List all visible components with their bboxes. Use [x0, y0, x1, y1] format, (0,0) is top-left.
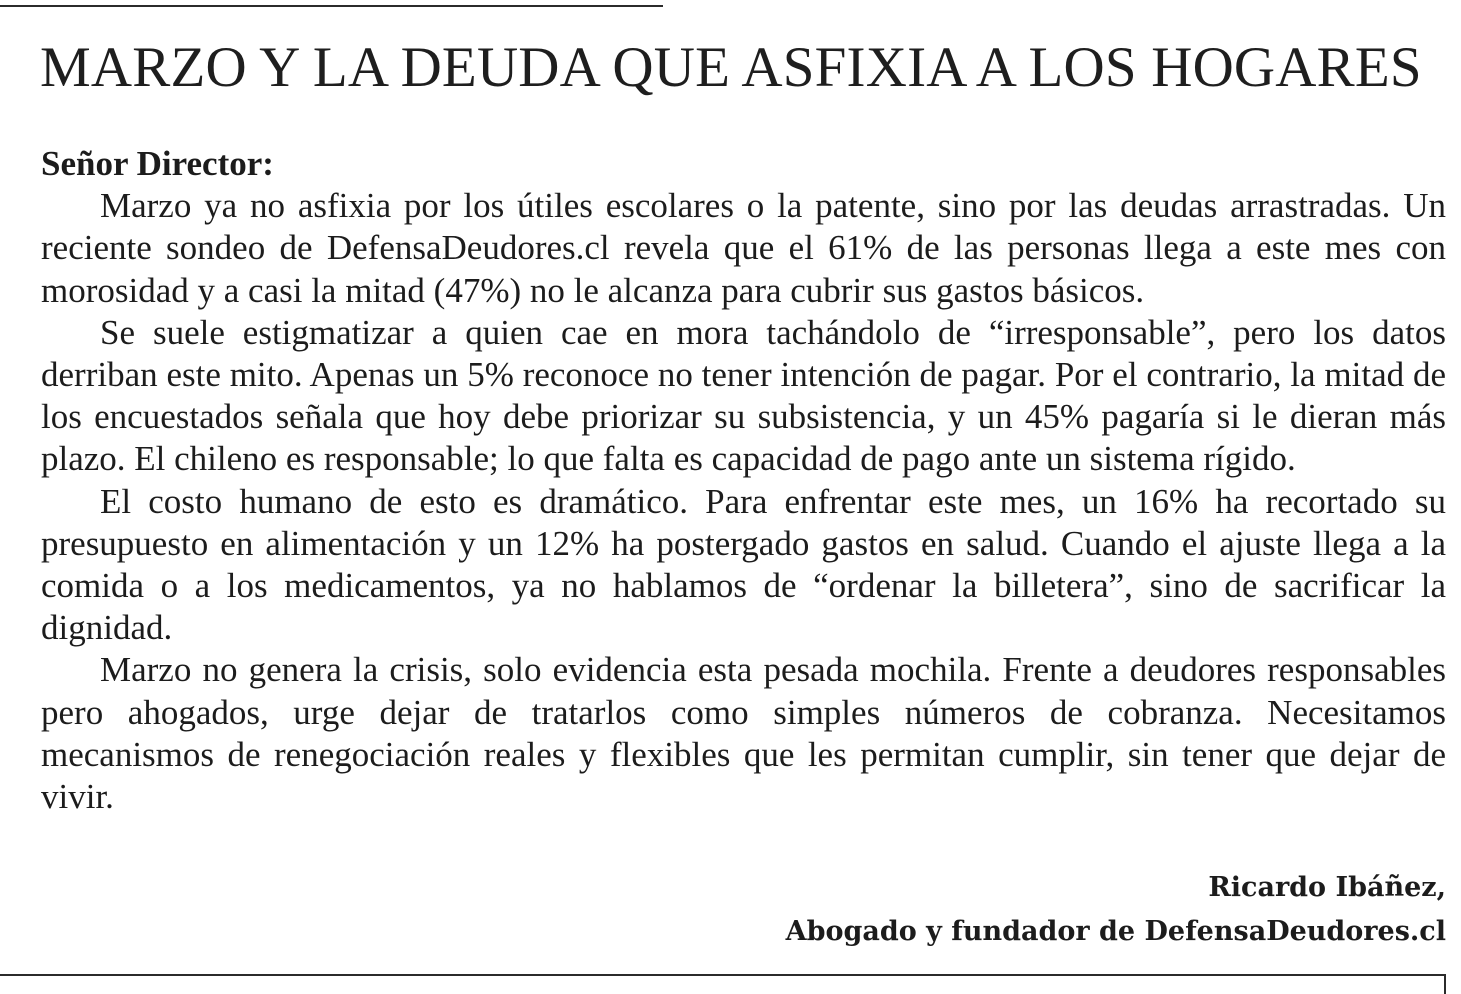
paragraph-4: Marzo no genera la crisis, solo evidencia esta pesada mochila. Frente a deudores responsables pero ahogados, urge dejar de tratarlos como simples números de cobranza. Necesitamos mecanismos de renegociación reales y flexibles que les permitan cumplir, sin tener que dejar de vivir. [41, 650, 1446, 817]
paragraph-3: El costo humano de esto es dramático. Para enfrentar este mes, un 16% ha recortado su presupuesto en alimentación y un 12% ha postergado gastos en salud. Cuando el ajuste llega a la comida o a los medicamentos, ya no hablamos de “ordenar la billetera”, sino de sacrificar la dignidad. [41, 481, 1446, 648]
author-title: Abogado y fundador de DefensaDeudores.cl [785, 916, 1446, 947]
signature-block [786, 866, 1446, 954]
paragraph-2: Se suele estigmatizar a quien cae en mora tachándolo de “irresponsable”, pero los datos derriban este mito. Apenas un 5% reconoce no tener intención de pagar. Por el contrario, la mitad de los encuestados señala que hoy debe priorizar su subsistencia, y un 45% pagaría si le dieran más plazo. El chileno es responsable; lo que falta es capacidad de pago ante un sistema rígido. [41, 312, 1446, 479]
salutation: Señor Director: [41, 144, 274, 183]
top-divider [0, 5, 663, 7]
paragraph-1: Marzo ya no asfixia por los útiles escolares o la patente, sino por las deudas arrastradas. Un reciente sondeo de DefensaDeudores.cl revela que el 61% de las personas llega a este mes con morosidad y a casi la mitad (47%) no le alcanza para cubrir sus gastos básicos. [41, 186, 1446, 310]
letter-body [41, 143, 1446, 818]
bottom-divider [0, 974, 1446, 994]
headline: MARZO Y LA DEUDA QUE ASFIXIA A LOS HOGARES [40, 36, 1422, 99]
author-name: Ricardo Ibáñez, [1208, 872, 1446, 903]
